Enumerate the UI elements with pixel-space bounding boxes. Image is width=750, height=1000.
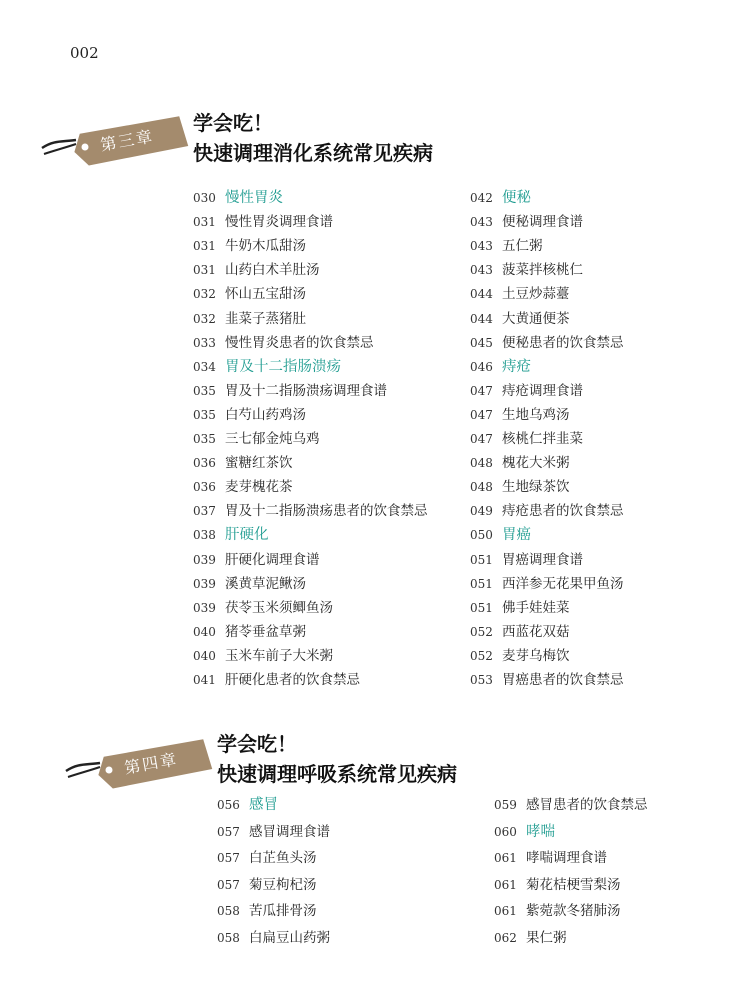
toc-page-number: 061 — [494, 851, 517, 866]
toc-entry-title: 肝硬化调理食谱 — [225, 551, 320, 568]
toc-page-number: 047 — [470, 432, 493, 446]
toc-entry-title: 麦芽乌梅饮 — [502, 647, 570, 664]
toc-page-number: 032 — [193, 311, 216, 326]
toc-entry-title: 生地绿茶饮 — [502, 479, 570, 496]
toc-entry-title: 白扁豆山药粥 — [249, 930, 330, 946]
toc-entry-title: 槐花大米粥 — [502, 455, 570, 472]
toc-entry-title: 茯苓玉米须鲫鱼汤 — [225, 599, 333, 616]
toc-page-number: 033 — [193, 335, 216, 350]
toc-page-number: 041 — [193, 673, 216, 687]
toc-entry-title: 五仁粥 — [502, 238, 543, 255]
toc-entry-title: 胃及十二指肠溃疡患者的饮食禁忌 — [225, 503, 428, 520]
toc-entry-title: 生地乌鸡汤 — [502, 406, 570, 423]
toc-page-number: 058 — [217, 904, 240, 919]
toc-page-number: 034 — [193, 359, 216, 374]
toc-entry-title: 紫菀款冬猪肺汤 — [526, 903, 621, 920]
toc-entry-title: 猪苓垂盆草粥 — [225, 623, 306, 640]
toc-entry-title: 牛奶木瓜甜汤 — [225, 238, 306, 255]
toc-entry-title: 菊花桔梗雪梨汤 — [526, 876, 621, 893]
toc-entry-title: 怀山五宝甜汤 — [225, 286, 306, 303]
toc-page-number: 031 — [193, 239, 216, 254]
page-number: 002 — [70, 44, 99, 62]
toc-page-number: 036 — [193, 480, 216, 495]
toc-entry-title: 慢性胃炎调理食谱 — [225, 214, 333, 231]
toc-page-number: 051 — [470, 552, 493, 567]
toc-entry-title: 苦瓜排骨汤 — [249, 903, 317, 920]
toc-page-number: 048 — [470, 456, 493, 471]
chapter-title-line1: 学会吃！ — [193, 111, 273, 135]
toc-entry-title: 慢性胃炎患者的饮食禁忌 — [225, 334, 374, 351]
toc-page-number: 043 — [470, 215, 493, 230]
toc-section-title: 胃癌 — [502, 527, 531, 544]
toc-page-number: 058 — [217, 931, 240, 945]
toc-page-number: 036 — [193, 456, 216, 471]
toc-section-title: 便秘 — [502, 190, 531, 206]
toc-entry-title: 便秘调理食谱 — [502, 214, 583, 231]
chapter-title-line2: 快速调理呼吸系统常见疾病 — [217, 762, 457, 786]
toc-entry-title: 麦芽槐花茶 — [225, 479, 293, 496]
toc-entry-title: 菊豆枸杞汤 — [249, 876, 317, 893]
toc-page-number: 051 — [470, 576, 493, 591]
toc-page-number: 035 — [193, 432, 216, 446]
toc-page-number: 047 — [470, 383, 493, 398]
toc-entry-title: 三七郁金炖乌鸡 — [225, 431, 320, 447]
toc-page-number: 043 — [470, 239, 493, 254]
toc-page-number: 053 — [470, 673, 493, 687]
toc-page-number: 049 — [470, 504, 493, 519]
toc-entry-title: 土豆炒蒜薹 — [502, 286, 570, 303]
toc-page-number: 057 — [217, 851, 240, 866]
chapter-title-line2: 快速调理消化系统常见疾病 — [193, 141, 433, 165]
toc-page-number: 060 — [494, 824, 517, 839]
toc-section-title: 肝硬化 — [225, 527, 269, 544]
toc-page-number: 032 — [193, 287, 216, 302]
toc-entry-title: 菠菜拌核桃仁 — [502, 262, 583, 279]
toc-page-number: 039 — [193, 600, 216, 615]
toc-entry-title: 白芍山药鸡汤 — [225, 406, 306, 423]
toc-section-title: 感冒 — [249, 797, 278, 813]
toc-entry-title: 胃及十二指肠溃疡调理食谱 — [225, 382, 387, 399]
toc-page-number: 059 — [494, 798, 517, 812]
toc-page-number: 039 — [193, 576, 216, 591]
toc-entry-title: 感冒患者的饮食禁忌 — [526, 797, 648, 813]
toc-page-number: 048 — [470, 480, 493, 495]
toc-entry-title: 胃癌患者的饮食禁忌 — [502, 672, 624, 688]
toc-entry-title: 胃癌调理食谱 — [502, 551, 583, 568]
toc-page-number: 042 — [470, 191, 493, 205]
toc-page-number: 057 — [217, 877, 240, 892]
toc-entry-title: 感冒调理食谱 — [249, 823, 330, 840]
toc-page-number: 062 — [494, 931, 517, 945]
toc-page-number: 061 — [494, 877, 517, 892]
toc-section-title: 哮喘 — [526, 823, 555, 840]
toc-entry-title: 佛手娃娃菜 — [502, 599, 570, 616]
toc-entry-title: 西蓝花双菇 — [502, 623, 570, 640]
toc-entry-title: 哮喘调理食谱 — [526, 850, 607, 867]
toc-entry-title: 山药白术羊肚汤 — [225, 262, 320, 279]
toc-page-number: 047 — [470, 407, 493, 422]
toc-entry-title: 蜜糖红茶饮 — [225, 455, 293, 472]
toc-page-number: 039 — [193, 552, 216, 567]
toc-entry-title: 痔疮患者的饮食禁忌 — [502, 503, 624, 520]
toc-page-number: 038 — [193, 528, 216, 543]
toc-entry-title: 痔疮调理食谱 — [502, 382, 583, 399]
toc-page-number: 044 — [470, 287, 493, 302]
toc-page-number: 051 — [470, 600, 493, 615]
toc-page-number: 035 — [193, 407, 216, 422]
toc-entry-title: 肝硬化患者的饮食禁忌 — [225, 672, 360, 688]
toc-entry-title: 溪黄草泥鳅汤 — [225, 575, 306, 592]
chapter-tag-label: 第三章 — [98, 126, 156, 155]
toc-entry-title: 便秘患者的饮食禁忌 — [502, 334, 624, 351]
toc-entry-title: 大黄通便茶 — [502, 310, 570, 327]
toc-page-number: 061 — [494, 904, 517, 919]
toc-page-number: 031 — [193, 215, 216, 230]
toc-page-number: 043 — [470, 263, 493, 278]
toc-page-number: 046 — [470, 359, 493, 374]
toc-page-number: 056 — [217, 798, 240, 812]
toc-entry-title: 白芷鱼头汤 — [249, 850, 317, 867]
toc-page-number: 037 — [193, 504, 216, 519]
toc-page-number: 035 — [193, 383, 216, 398]
chapter-title-line1: 学会吃！ — [217, 732, 297, 756]
toc-page-number: 030 — [193, 191, 216, 205]
toc-entry-title: 果仁粥 — [526, 930, 567, 946]
toc-entry-title: 西洋参无花果甲鱼汤 — [502, 575, 624, 592]
toc-section-title: 胃及十二指肠溃疡 — [225, 358, 341, 375]
chapter-tag-label: 第四章 — [122, 749, 180, 778]
toc-section-title: 慢性胃炎 — [225, 190, 283, 206]
toc-page-number: 052 — [470, 648, 493, 663]
toc-entry-title: 韭菜子蒸猪肚 — [225, 310, 306, 327]
toc-section-title: 痔疮 — [502, 358, 531, 375]
toc-page-number: 057 — [217, 824, 240, 839]
toc-page-number: 040 — [193, 648, 216, 663]
toc-page-number: 052 — [470, 624, 493, 639]
toc-page-number: 045 — [470, 335, 493, 350]
toc-entry-title: 玉米车前子大米粥 — [225, 647, 333, 664]
toc-entry-title: 核桃仁拌韭菜 — [502, 431, 583, 447]
toc-page-number: 031 — [193, 263, 216, 278]
toc-page-number: 050 — [470, 528, 493, 543]
toc-page-number: 040 — [193, 624, 216, 639]
toc-page-number: 044 — [470, 311, 493, 326]
